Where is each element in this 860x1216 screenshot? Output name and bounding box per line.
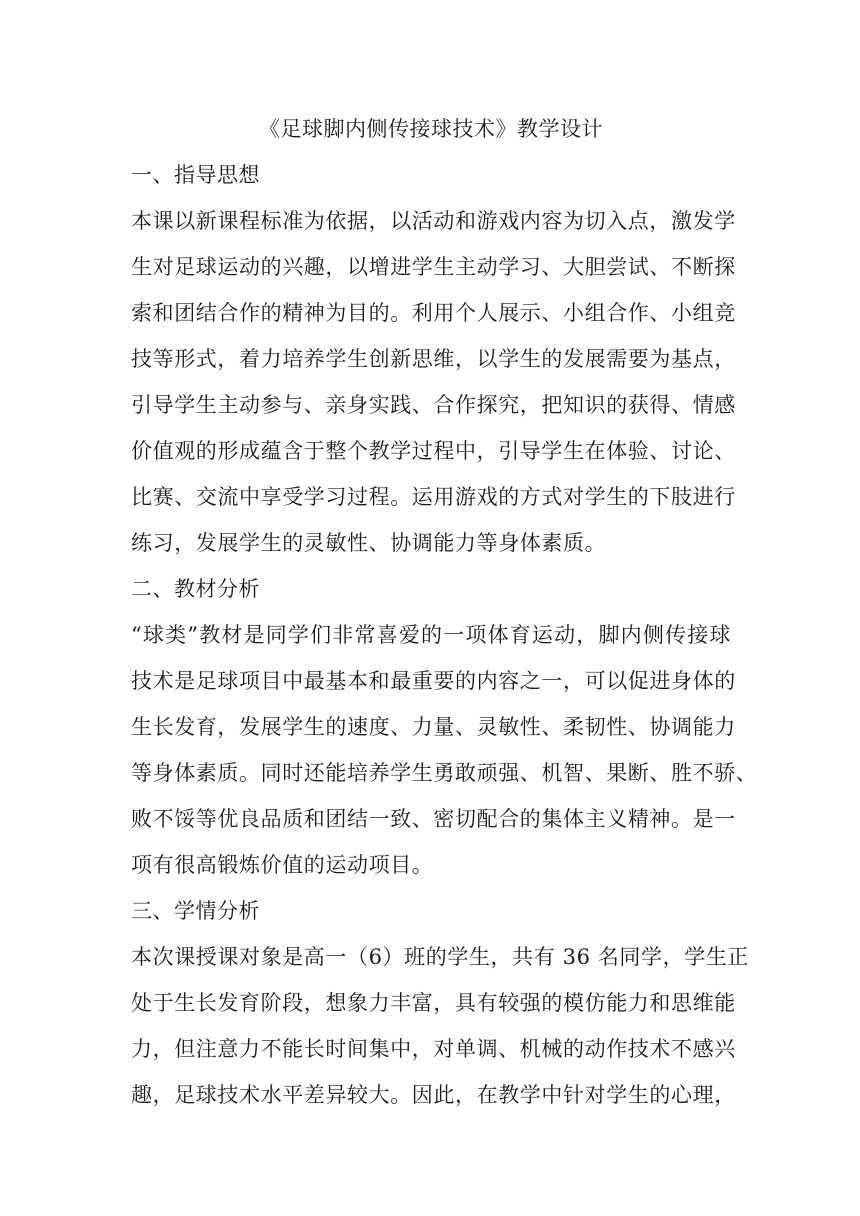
- section-heading-guiding-ideology: 一、指导思想: [131, 163, 260, 187]
- text-line: 处于生长发育阶段，想象力丰富，具有较强的模仿能力和思维能: [131, 991, 736, 1015]
- text-line: 项有很高锻炼价值的运动项目。: [131, 853, 434, 877]
- text-line: 趣，足球技术水平差异较大。因此，在教学中针对学生的心理，: [131, 1083, 736, 1107]
- text-line: 生长发育，发展学生的速度、力量、灵敏性、柔韧性、协调能力: [131, 715, 736, 739]
- text-line: 生对足球运动的兴趣，以增进学生主动学习、大胆尝试、不断探: [131, 255, 736, 279]
- text-line: 索和团结合作的精神为目的。利用个人展示、小组合作、小组竞: [131, 301, 736, 325]
- section-heading-material-analysis: 二、教材分析: [131, 577, 260, 601]
- text-line: 练习，发展学生的灵敏性、协调能力等身体素质。: [131, 531, 607, 555]
- text-line: 等身体素质。同时还能培养学生勇敢顽强、机智、果断、胜不骄、: [131, 761, 758, 785]
- section-paragraph-student-analysis: [131, 934, 750, 1118]
- text-line: 比赛、交流中享受学习过程。运用游戏的方式对学生的下肢进行: [131, 485, 736, 509]
- text-line: “球类”教材是同学们非常喜爱的一项体育运动，脚内侧传接球: [131, 623, 731, 647]
- document-body: [131, 106, 758, 1118]
- text-line: 力，但注意力不能长时间集中，对单调、机械的动作技术不感兴: [131, 1037, 736, 1061]
- section-paragraph-material-analysis: [131, 612, 758, 888]
- section-paragraph-guiding-ideology: [131, 198, 736, 566]
- document-title: 《足球脚内侧传接球技术》教学设计: [259, 117, 603, 141]
- text-line: 本次课授课对象是高一（6）班的学生，共有 36 名同学，学生正: [131, 945, 750, 969]
- text-line: 技术是足球项目中最基本和最重要的内容之一，可以促进身体的: [131, 669, 736, 693]
- text-line: 本课以新课程标准为依据，以活动和游戏内容为切入点，激发学: [131, 209, 736, 233]
- text-line: 败不馁等优良品质和团结一致、密切配合的集体主义精神。是一: [131, 807, 736, 831]
- text-line: 技等形式，着力培养学生创新思维，以学生的发展需要为基点，: [131, 347, 736, 371]
- section-heading-student-analysis: 三、学情分析: [131, 899, 260, 923]
- text-line: 引导学生主动参与、亲身实践、合作探究，把知识的获得、情感: [131, 393, 736, 417]
- text-line: 价值观的形成蕴含于整个教学过程中，引导学生在体验、讨论、: [131, 439, 736, 463]
